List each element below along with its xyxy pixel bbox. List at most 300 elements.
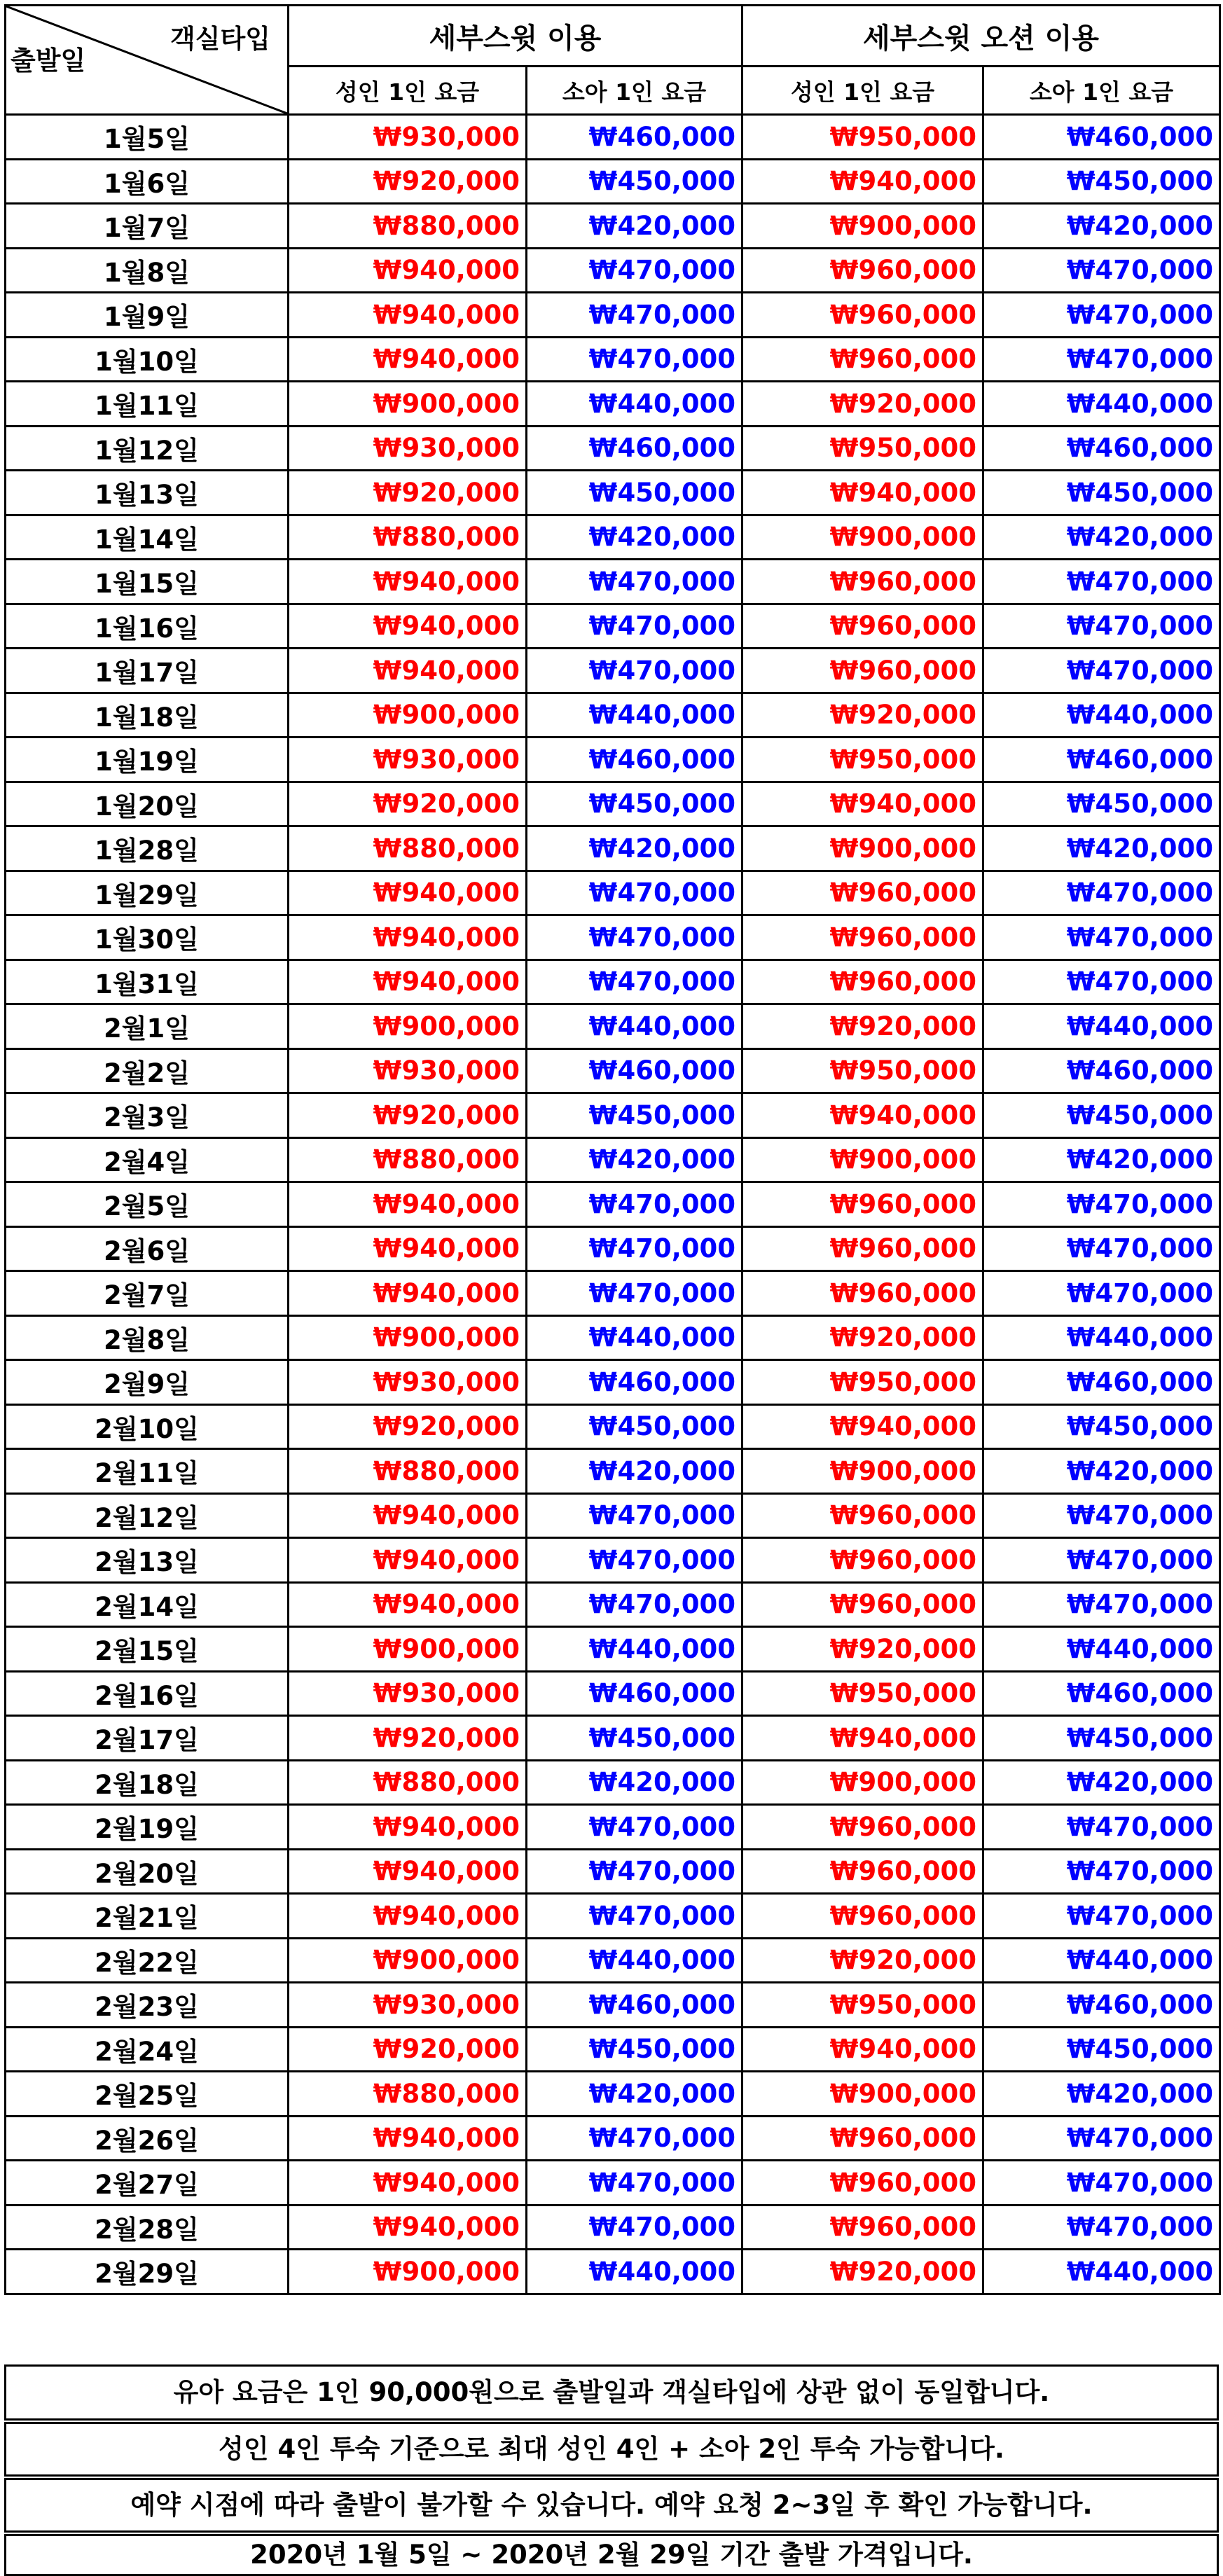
departure-date: 1월12일	[6, 426, 289, 471]
ocean-child-price: ₩460,000	[983, 1360, 1220, 1405]
departure-date: 1월5일	[6, 115, 289, 160]
ocean-adult-price: ₩960,000	[742, 1805, 983, 1850]
table-row	[6, 515, 1220, 560]
ocean-child-price: ₩460,000	[983, 738, 1220, 782]
suite-adult-price: ₩930,000	[289, 115, 527, 160]
table-row	[6, 2027, 1220, 2072]
ocean-child-price: ₩450,000	[983, 159, 1220, 204]
ocean-adult-price: ₩960,000	[742, 2205, 983, 2250]
ocean-adult-price: ₩900,000	[742, 2072, 983, 2117]
suite-adult-price: ₩880,000	[289, 1449, 527, 1494]
table-row	[6, 1627, 1220, 1672]
table-row	[6, 1582, 1220, 1627]
table-row	[6, 1404, 1220, 1449]
suite-adult-price: ₩920,000	[289, 1716, 527, 1761]
suite-child-price: ₩440,000	[527, 1004, 742, 1049]
suite-adult-price: ₩940,000	[289, 1582, 527, 1627]
subheader-child-price: 소아 1인 요금	[527, 67, 742, 115]
ocean-adult-price: ₩960,000	[742, 1182, 983, 1227]
suite-child-price: ₩470,000	[527, 915, 742, 960]
suite-adult-price: ₩930,000	[289, 1360, 527, 1405]
ocean-child-price: ₩420,000	[983, 515, 1220, 560]
suite-child-price: ₩420,000	[527, 1760, 742, 1805]
table-row	[6, 649, 1220, 693]
ocean-child-price: ₩420,000	[983, 1137, 1220, 1182]
suite-child-price: ₩470,000	[527, 1894, 742, 1939]
suite-child-price: ₩470,000	[527, 1582, 742, 1627]
ocean-child-price: ₩470,000	[983, 915, 1220, 960]
ocean-child-price: ₩460,000	[983, 1048, 1220, 1093]
suite-adult-price: ₩940,000	[289, 1226, 527, 1271]
ocean-child-price: ₩470,000	[983, 2161, 1220, 2205]
table-row	[6, 826, 1220, 871]
ocean-child-price: ₩470,000	[983, 2116, 1220, 2161]
ocean-adult-price: ₩940,000	[742, 1716, 983, 1761]
suite-adult-price: ₩940,000	[289, 248, 527, 293]
ocean-adult-price: ₩950,000	[742, 738, 983, 782]
suite-child-price: ₩460,000	[527, 426, 742, 471]
suite-child-price: ₩470,000	[527, 248, 742, 293]
departure-date: 1월17일	[6, 649, 289, 693]
departure-date: 2월17일	[6, 1716, 289, 1761]
suite-child-price: ₩470,000	[527, 293, 742, 338]
suite-adult-price: ₩880,000	[289, 515, 527, 560]
suite-adult-price: ₩930,000	[289, 1983, 527, 2028]
ocean-adult-price: ₩960,000	[742, 1493, 983, 1538]
suite-adult-price: ₩940,000	[289, 560, 527, 604]
table-row	[6, 159, 1220, 204]
suite-adult-price: ₩900,000	[289, 693, 527, 738]
ocean-adult-price: ₩920,000	[742, 1627, 983, 1672]
ocean-adult-price: ₩960,000	[742, 871, 983, 915]
suite-child-price: ₩470,000	[527, 1538, 742, 1583]
suite-child-price: ₩470,000	[527, 1805, 742, 1850]
table-row	[6, 293, 1220, 338]
suite-child-price: ₩470,000	[527, 1493, 742, 1538]
departure-date: 1월13일	[6, 471, 289, 515]
group-header-ocean-suite: 세부스윗 오션 이용	[742, 6, 1220, 67]
departure-date: 2월29일	[6, 2250, 289, 2294]
departure-date: 2월22일	[6, 1938, 289, 1983]
table-row	[6, 960, 1220, 1004]
departure-date: 2월6일	[6, 1226, 289, 1271]
ocean-adult-price: ₩900,000	[742, 515, 983, 560]
departure-date: 2월12일	[6, 1493, 289, 1538]
table-row	[6, 1760, 1220, 1805]
ocean-adult-price: ₩960,000	[742, 293, 983, 338]
ocean-adult-price: ₩960,000	[742, 1226, 983, 1271]
ocean-child-price: ₩450,000	[983, 782, 1220, 826]
ocean-adult-price: ₩920,000	[742, 1938, 983, 1983]
ocean-child-price: ₩470,000	[983, 1894, 1220, 1939]
ocean-child-price: ₩470,000	[983, 1226, 1220, 1271]
table-row	[6, 1983, 1220, 2028]
ocean-child-price: ₩420,000	[983, 1449, 1220, 1494]
suite-child-price: ₩420,000	[527, 204, 742, 249]
ocean-adult-price: ₩960,000	[742, 1894, 983, 1939]
ocean-child-price: ₩450,000	[983, 1716, 1220, 1761]
ocean-child-price: ₩470,000	[983, 1805, 1220, 1850]
suite-child-price: ₩420,000	[527, 826, 742, 871]
suite-adult-price: ₩920,000	[289, 1404, 527, 1449]
ocean-adult-price: ₩950,000	[742, 115, 983, 160]
ocean-child-price: ₩420,000	[983, 204, 1220, 249]
suite-adult-price: ₩940,000	[289, 915, 527, 960]
ocean-adult-price: ₩950,000	[742, 1983, 983, 2028]
suite-adult-price: ₩900,000	[289, 1004, 527, 1049]
ocean-adult-price: ₩900,000	[742, 1137, 983, 1182]
suite-child-price: ₩470,000	[527, 560, 742, 604]
suite-child-price: ₩420,000	[527, 1137, 742, 1182]
ocean-adult-price: ₩920,000	[742, 693, 983, 738]
departure-date: 2월7일	[6, 1271, 289, 1316]
departure-date: 2월13일	[6, 1538, 289, 1583]
ocean-child-price: ₩460,000	[983, 115, 1220, 160]
suite-child-price: ₩450,000	[527, 159, 742, 204]
ocean-child-price: ₩440,000	[983, 693, 1220, 738]
price-table-body	[6, 115, 1220, 2294]
suite-child-price: ₩440,000	[527, 693, 742, 738]
notice-occupancy: 성인 4인 투숙 기준으로 최대 성인 4인 + 소아 2인 투숙 가능합니다.	[4, 2422, 1219, 2477]
ocean-adult-price: ₩920,000	[742, 1004, 983, 1049]
suite-adult-price: ₩920,000	[289, 782, 527, 826]
subheader-child-price: 소아 1인 요금	[983, 67, 1220, 115]
suite-adult-price: ₩930,000	[289, 426, 527, 471]
ocean-adult-price: ₩960,000	[742, 560, 983, 604]
departure-date: 2월28일	[6, 2205, 289, 2250]
suite-child-price: ₩470,000	[527, 960, 742, 1004]
ocean-adult-price: ₩960,000	[742, 915, 983, 960]
table-row	[6, 1271, 1220, 1316]
ocean-adult-price: ₩940,000	[742, 1093, 983, 1138]
suite-child-price: ₩450,000	[527, 1093, 742, 1138]
table-row	[6, 1093, 1220, 1138]
ocean-child-price: ₩450,000	[983, 1404, 1220, 1449]
table-row	[6, 604, 1220, 649]
suite-adult-price: ₩880,000	[289, 826, 527, 871]
ocean-child-price: ₩440,000	[983, 382, 1220, 427]
suite-child-price: ₩440,000	[527, 1315, 742, 1360]
ocean-adult-price: ₩900,000	[742, 826, 983, 871]
departure-date: 1월29일	[6, 871, 289, 915]
suite-child-price: ₩470,000	[527, 2116, 742, 2161]
departure-date: 1월8일	[6, 248, 289, 293]
suite-child-price: ₩470,000	[527, 337, 742, 382]
ocean-child-price: ₩450,000	[983, 1093, 1220, 1138]
departure-date: 1월20일	[6, 782, 289, 826]
table-row	[6, 2116, 1220, 2161]
departure-date: 2월11일	[6, 1449, 289, 1494]
table-row	[6, 915, 1220, 960]
departure-date: 2월10일	[6, 1404, 289, 1449]
suite-adult-price: ₩940,000	[289, 960, 527, 1004]
ocean-adult-price: ₩950,000	[742, 1671, 983, 1716]
departure-date: 2월20일	[6, 1849, 289, 1894]
table-row	[6, 2250, 1220, 2294]
subheader-adult-price: 성인 1인 요금	[742, 67, 983, 115]
departure-date: 2월25일	[6, 2072, 289, 2117]
suite-adult-price: ₩880,000	[289, 1760, 527, 1805]
suite-adult-price: ₩940,000	[289, 871, 527, 915]
table-row	[6, 871, 1220, 915]
departure-date: 1월19일	[6, 738, 289, 782]
table-row	[6, 2205, 1220, 2250]
ocean-child-price: ₩470,000	[983, 960, 1220, 1004]
ocean-child-price: ₩470,000	[983, 1538, 1220, 1583]
departure-date: 1월28일	[6, 826, 289, 871]
ocean-child-price: ₩460,000	[983, 426, 1220, 471]
departure-date: 1월30일	[6, 915, 289, 960]
suite-child-price: ₩470,000	[527, 604, 742, 649]
ocean-adult-price: ₩900,000	[742, 1760, 983, 1805]
suite-adult-price: ₩940,000	[289, 2116, 527, 2161]
suite-child-price: ₩470,000	[527, 649, 742, 693]
ocean-child-price: ₩440,000	[983, 1938, 1220, 1983]
suite-adult-price: ₩940,000	[289, 293, 527, 338]
ocean-child-price: ₩470,000	[983, 248, 1220, 293]
suite-adult-price: ₩880,000	[289, 204, 527, 249]
suite-child-price: ₩460,000	[527, 1983, 742, 2028]
ocean-child-price: ₩470,000	[983, 293, 1220, 338]
departure-date: 2월8일	[6, 1315, 289, 1360]
suite-adult-price: ₩900,000	[289, 1938, 527, 1983]
suite-adult-price: ₩930,000	[289, 1048, 527, 1093]
table-row	[6, 1849, 1220, 1894]
suite-adult-price: ₩900,000	[289, 1627, 527, 1672]
suite-child-price: ₩460,000	[527, 1360, 742, 1405]
ocean-child-price: ₩460,000	[983, 1671, 1220, 1716]
table-row	[6, 1671, 1220, 1716]
ocean-adult-price: ₩920,000	[742, 382, 983, 427]
table-row	[6, 1938, 1220, 1983]
suite-child-price: ₩460,000	[527, 115, 742, 160]
room-type-label: 객실타입	[170, 24, 270, 54]
suite-adult-price: ₩940,000	[289, 1182, 527, 1227]
departure-date: 2월4일	[6, 1137, 289, 1182]
ocean-adult-price: ₩940,000	[742, 471, 983, 515]
ocean-adult-price: ₩940,000	[742, 782, 983, 826]
departure-date: 2월3일	[6, 1093, 289, 1138]
suite-adult-price: ₩940,000	[289, 2205, 527, 2250]
table-row	[6, 382, 1220, 427]
ocean-adult-price: ₩960,000	[742, 337, 983, 382]
suite-child-price: ₩450,000	[527, 471, 742, 515]
ocean-adult-price: ₩960,000	[742, 248, 983, 293]
suite-child-price: ₩440,000	[527, 382, 742, 427]
departure-date: 2월19일	[6, 1805, 289, 1850]
ocean-adult-price: ₩960,000	[742, 1582, 983, 1627]
table-row	[6, 1226, 1220, 1271]
departure-date: 1월14일	[6, 515, 289, 560]
departure-date: 2월27일	[6, 2161, 289, 2205]
suite-adult-price: ₩940,000	[289, 2161, 527, 2205]
ocean-adult-price: ₩940,000	[742, 159, 983, 204]
suite-child-price: ₩470,000	[527, 871, 742, 915]
suite-child-price: ₩460,000	[527, 1671, 742, 1716]
table-row	[6, 1137, 1220, 1182]
ocean-child-price: ₩420,000	[983, 1760, 1220, 1805]
ocean-adult-price: ₩950,000	[742, 1048, 983, 1093]
table-row	[6, 1182, 1220, 1227]
suite-adult-price: ₩920,000	[289, 471, 527, 515]
ocean-child-price: ₩440,000	[983, 1627, 1220, 1672]
departure-date: 1월7일	[6, 204, 289, 249]
ocean-child-price: ₩440,000	[983, 1004, 1220, 1049]
ocean-adult-price: ₩950,000	[742, 426, 983, 471]
departure-date: 2월21일	[6, 1894, 289, 1939]
suite-child-price: ₩420,000	[527, 515, 742, 560]
suite-adult-price: ₩940,000	[289, 1894, 527, 1939]
suite-child-price: ₩440,000	[527, 2250, 742, 2294]
corner-header-cell	[6, 6, 289, 115]
suite-adult-price: ₩920,000	[289, 1093, 527, 1138]
ocean-child-price: ₩440,000	[983, 2250, 1220, 2294]
table-row	[6, 1805, 1220, 1850]
table-row	[6, 738, 1220, 782]
departure-date-label: 출발일	[11, 46, 86, 76]
suite-child-price: ₩450,000	[527, 1716, 742, 1761]
table-row	[6, 1449, 1220, 1494]
departure-date: 2월5일	[6, 1182, 289, 1227]
ocean-child-price: ₩470,000	[983, 560, 1220, 604]
ocean-child-price: ₩420,000	[983, 2072, 1220, 2117]
suite-child-price: ₩470,000	[527, 1226, 742, 1271]
departure-date: 2월23일	[6, 1983, 289, 2028]
suite-child-price: ₩440,000	[527, 1938, 742, 1983]
suite-child-price: ₩420,000	[527, 1449, 742, 1494]
ocean-adult-price: ₩960,000	[742, 1271, 983, 1316]
suite-child-price: ₩470,000	[527, 1271, 742, 1316]
suite-adult-price: ₩900,000	[289, 2250, 527, 2294]
suite-child-price: ₩440,000	[527, 1627, 742, 1672]
departure-date: 1월16일	[6, 604, 289, 649]
table-row	[6, 1315, 1220, 1360]
table-row	[6, 782, 1220, 826]
departure-date: 1월11일	[6, 382, 289, 427]
ocean-child-price: ₩450,000	[983, 471, 1220, 515]
ocean-adult-price: ₩900,000	[742, 1449, 983, 1494]
table-row	[6, 1493, 1220, 1538]
table-row	[6, 1048, 1220, 1093]
table-row	[6, 471, 1220, 515]
departure-date: 1월6일	[6, 159, 289, 204]
ocean-adult-price: ₩940,000	[742, 2027, 983, 2072]
table-row	[6, 1538, 1220, 1583]
suite-adult-price: ₩920,000	[289, 2027, 527, 2072]
suite-child-price: ₩460,000	[527, 1048, 742, 1093]
suite-child-price: ₩420,000	[527, 2072, 742, 2117]
table-row	[6, 204, 1220, 249]
ocean-child-price: ₩470,000	[983, 337, 1220, 382]
departure-date: 2월14일	[6, 1582, 289, 1627]
table-row	[6, 1894, 1220, 1939]
departure-date: 1월15일	[6, 560, 289, 604]
ocean-child-price: ₩420,000	[983, 826, 1220, 871]
ocean-adult-price: ₩920,000	[742, 1315, 983, 1360]
departure-date: 2월18일	[6, 1760, 289, 1805]
departure-date: 2월24일	[6, 2027, 289, 2072]
suite-child-price: ₩450,000	[527, 2027, 742, 2072]
suite-child-price: ₩450,000	[527, 782, 742, 826]
ocean-adult-price: ₩960,000	[742, 1538, 983, 1583]
table-row	[6, 115, 1220, 160]
ocean-child-price: ₩440,000	[983, 1315, 1220, 1360]
suite-adult-price: ₩940,000	[289, 1805, 527, 1850]
suite-adult-price: ₩940,000	[289, 1271, 527, 1316]
ocean-adult-price: ₩960,000	[742, 604, 983, 649]
table-row	[6, 560, 1220, 604]
suite-adult-price: ₩900,000	[289, 382, 527, 427]
notice-reservation: 예약 시점에 따라 출발이 불가할 수 있습니다. 예약 요청 2~3일 후 확인 가능합니다.	[4, 2478, 1219, 2533]
suite-adult-price: ₩940,000	[289, 1538, 527, 1583]
table-row	[6, 1004, 1220, 1049]
suite-adult-price: ₩880,000	[289, 1137, 527, 1182]
table-row	[6, 693, 1220, 738]
ocean-adult-price: ₩900,000	[742, 204, 983, 249]
ocean-child-price: ₩470,000	[983, 1271, 1220, 1316]
departure-date: 2월15일	[6, 1627, 289, 1672]
suite-adult-price: ₩940,000	[289, 337, 527, 382]
departure-date: 2월26일	[6, 2116, 289, 2161]
departure-date: 1월10일	[6, 337, 289, 382]
suite-child-price: ₩470,000	[527, 2161, 742, 2205]
suite-adult-price: ₩930,000	[289, 1671, 527, 1716]
table-row	[6, 337, 1220, 382]
ocean-adult-price: ₩960,000	[742, 1849, 983, 1894]
suite-adult-price: ₩920,000	[289, 159, 527, 204]
suite-adult-price: ₩900,000	[289, 1315, 527, 1360]
price-table	[4, 4, 1221, 2295]
ocean-child-price: ₩470,000	[983, 649, 1220, 693]
departure-date: 2월1일	[6, 1004, 289, 1049]
departure-date: 2월16일	[6, 1671, 289, 1716]
group-header-suite: 세부스윗 이용	[289, 6, 742, 67]
suite-child-price: ₩470,000	[527, 1182, 742, 1227]
suite-child-price: ₩470,000	[527, 2205, 742, 2250]
ocean-child-price: ₩470,000	[983, 2205, 1220, 2250]
ocean-adult-price: ₩920,000	[742, 2250, 983, 2294]
ocean-child-price: ₩470,000	[983, 871, 1220, 915]
suite-child-price: ₩450,000	[527, 1404, 742, 1449]
suite-child-price: ₩470,000	[527, 1849, 742, 1894]
suite-adult-price: ₩940,000	[289, 649, 527, 693]
departure-date: 2월2일	[6, 1048, 289, 1093]
table-row	[6, 1716, 1220, 1761]
ocean-adult-price: ₩960,000	[742, 2116, 983, 2161]
ocean-adult-price: ₩940,000	[742, 1404, 983, 1449]
table-row	[6, 1360, 1220, 1405]
ocean-adult-price: ₩950,000	[742, 1360, 983, 1405]
ocean-adult-price: ₩960,000	[742, 649, 983, 693]
notice-infant-fee: 유아 요금은 1인 90,000원으로 출발일과 객실타입에 상관 없이 동일합니다.	[4, 2364, 1219, 2421]
table-row	[6, 426, 1220, 471]
departure-date: 2월9일	[6, 1360, 289, 1405]
notice-period: 2020년 1월 5일 ~ 2020년 2월 29일 기간 출발 가격입니다.	[4, 2534, 1219, 2576]
subheader-adult-price: 성인 1인 요금	[289, 67, 527, 115]
ocean-child-price: ₩470,000	[983, 1182, 1220, 1227]
suite-child-price: ₩460,000	[527, 738, 742, 782]
ocean-child-price: ₩450,000	[983, 2027, 1220, 2072]
ocean-child-price: ₩470,000	[983, 1582, 1220, 1627]
table-row	[6, 2161, 1220, 2205]
ocean-child-price: ₩470,000	[983, 1849, 1220, 1894]
departure-date: 1월9일	[6, 293, 289, 338]
departure-date: 1월31일	[6, 960, 289, 1004]
table-row	[6, 248, 1220, 293]
ocean-child-price: ₩470,000	[983, 604, 1220, 649]
suite-adult-price: ₩880,000	[289, 2072, 527, 2117]
ocean-child-price: ₩460,000	[983, 1983, 1220, 2028]
